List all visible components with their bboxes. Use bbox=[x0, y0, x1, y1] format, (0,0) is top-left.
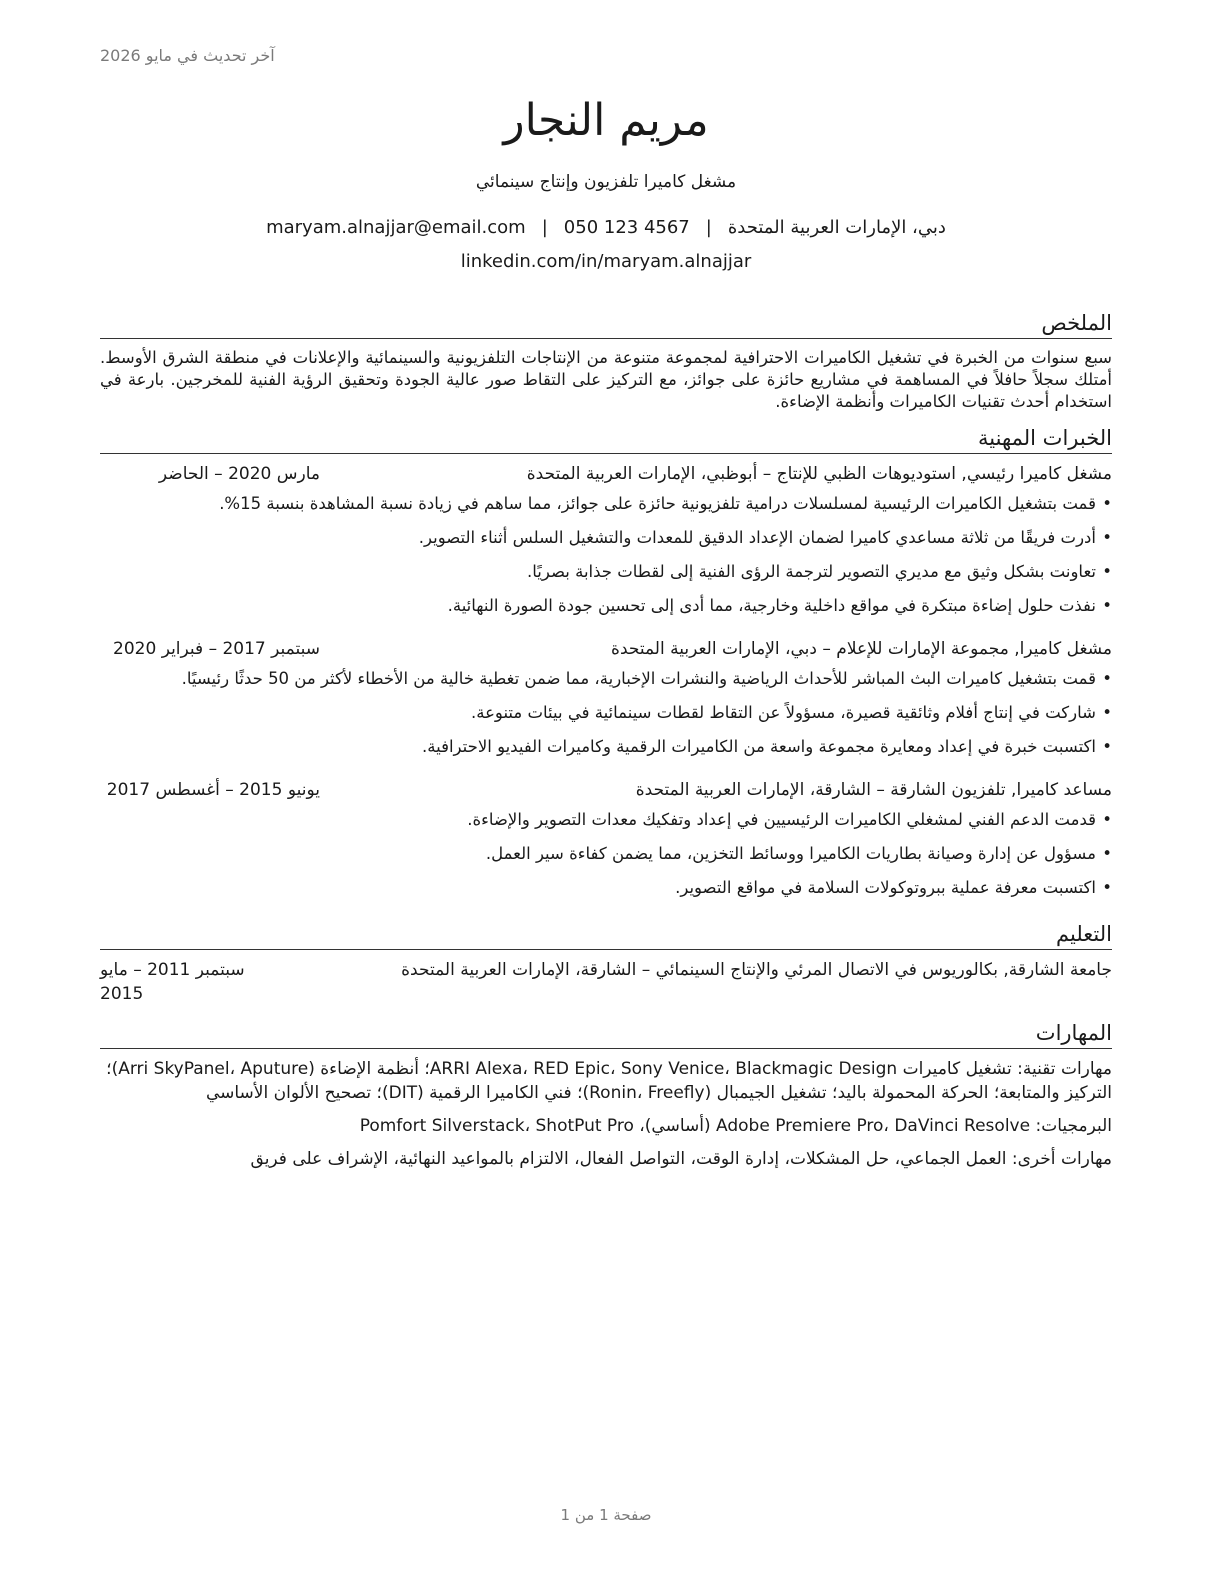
job-role: مشغل كاميرا رئيسي, استوديوهات الظبي للإنتاج – أبوظبي، الإمارات العربية المتحدة bbox=[526, 464, 1112, 484]
job-dates: يونيو 2015 – أغسطس 2017 bbox=[106, 780, 320, 800]
job-bullet: • أدرت فريقًا من ثلاثة مساعدي كاميرا لضمان الإعداد الدقيق للمعدات والتشغيل السلس أثناء التصوير. bbox=[100, 526, 1112, 549]
job-bullet: • مسؤول عن إدارة وصيانة بطاريات الكاميرا ووسائط التخزين، مما يضمن كفاءة سير العمل. bbox=[100, 842, 1112, 865]
resume-page bbox=[100, 0, 1112, 1584]
contact-separator: | bbox=[541, 217, 548, 238]
last-updated-note: آخر تحديث في مايو 2026 bbox=[100, 46, 275, 65]
experience-heading: الخبرات المهنية bbox=[100, 423, 1112, 454]
job-bullets bbox=[100, 667, 1112, 758]
job-header bbox=[100, 462, 1112, 486]
job-entry bbox=[100, 462, 1112, 617]
job-role: مساعد كاميرا, تلفزيون الشارقة – الشارقة، الإمارات العربية المتحدة bbox=[635, 780, 1112, 800]
candidate-title: مشغل كاميرا تلفزيون وإنتاج سينمائي bbox=[475, 172, 737, 192]
job-dates: مارس 2020 – الحاضر bbox=[158, 464, 320, 484]
job-bullet: • نفذت حلول إضاءة مبتكرة في مواقع داخلية وخارجية، مما أدى إلى تحسين جودة الصورة النهائية. bbox=[100, 594, 1112, 617]
job-header bbox=[100, 778, 1112, 802]
page-number: صفحة 1 من 1 bbox=[560, 1506, 652, 1524]
job-bullets bbox=[100, 808, 1112, 899]
contact-location: دبي، الإمارات العربية المتحدة bbox=[727, 217, 946, 238]
job-bullet: • قدمت الدعم الفني لمشغلي الكاميرات الرئيسيين في إعداد وتفكيك معدات التصوير والإضاءة. bbox=[100, 808, 1112, 831]
education-dates: سبتمبر 2011 – مايو 2015 bbox=[100, 960, 245, 1004]
education-school: جامعة الشارقة, بكالوريوس في الاتصال المرئي والإنتاج السينمائي – الشارقة، الإمارات العربية المتحدة bbox=[401, 960, 1112, 980]
job-bullet: • شاركت في إنتاج أفلام وثائقية قصيرة، مسؤولاً عن التقاط لقطات سينمائية في بيئات متنوعة. bbox=[100, 701, 1112, 724]
job-entry bbox=[100, 637, 1112, 758]
contact-email[interactable]: maryam.alnajjar@email.com bbox=[266, 217, 526, 238]
job-bullet: • اكتسبت معرفة عملية ببروتوكولات السلامة في مواقع التصوير. bbox=[100, 876, 1112, 899]
job-bullet: • اكتسبت خبرة في إعداد ومعايرة مجموعة واسعة من الكاميرات الرقمية وكاميرات الفيديو الاحترافية. bbox=[100, 735, 1112, 758]
candidate-name: مريم النجار bbox=[503, 95, 709, 146]
job-dates: سبتمبر 2017 – فبراير 2020 bbox=[113, 639, 320, 659]
job-bullet: • تعاونت بشكل وثيق مع مديري التصوير لترجمة الرؤى الفنية إلى لقطات جذابة بصريًا. bbox=[100, 560, 1112, 583]
contact-info bbox=[100, 215, 1112, 241]
contact-linkedin[interactable]: linkedin.com/in/maryam.alnajjar bbox=[460, 251, 752, 272]
summary-heading: الملخص bbox=[100, 308, 1112, 339]
skills-other: مهارات أخرى: العمل الجماعي، حل المشكلات، إدارة الوقت، التواصل الفعال، الالتزام بالمواعيد النهائية، الإشراف على فريق bbox=[250, 1149, 1112, 1169]
job-bullet: • قمت بتشغيل كاميرات البث المباشر للأحداث الرياضية والنشرات الإخبارية، مما ضمن تغطية خالية من الأخطاء لأكثر من 50 حدثًا رئيسيًا. bbox=[100, 667, 1112, 690]
job-entry bbox=[100, 778, 1112, 899]
job-bullets bbox=[100, 492, 1112, 617]
contact-separator: | bbox=[705, 217, 712, 238]
job-role: مشغل كاميرا, مجموعة الإمارات للإعلام – دبي، الإمارات العربية المتحدة bbox=[611, 639, 1112, 659]
job-bullet: • قمت بتشغيل الكاميرات الرئيسية لمسلسلات درامية تلفزيونية حائزة على جوائز، مما ساهم في زيادة نسبة المشاهدة بنسبة 15%. bbox=[100, 492, 1112, 515]
education-heading: التعليم bbox=[100, 919, 1112, 950]
job-header bbox=[100, 637, 1112, 661]
resume-body bbox=[100, 308, 1112, 1180]
skills-technical: مهارات تقنية: تشغيل كاميرات ARRI Alexa، RED Epic، Sony Venice، Blackmagic Design؛ أنظمة الإضاءة (Arri SkyPanel، Aputure)؛ التركيز والمتابعة؛ الحركة المحمولة باليد؛ تشغيل الجيمبال (Ronin، Freefly)؛ فني الكاميرا الرقمية (DIT)؛ تصحيح الألوان الأساسي bbox=[106, 1059, 1112, 1103]
skills-software: البرمجيات: Adobe Premiere Pro، DaVinci Resolve (أساسي)، Pomfort Silverstack، ShotPut Pro bbox=[359, 1116, 1112, 1136]
contact-phone: 050 123 4567 bbox=[563, 217, 690, 238]
skills-heading: المهارات bbox=[100, 1018, 1112, 1049]
education-entry bbox=[100, 958, 1112, 1006]
summary-text: سبع سنوات من الخبرة في تشغيل الكاميرات الاحترافية لمجموعة متنوعة من الإنتاجات التلفزيونية والسينمائية والإعلانات في منطقة الشرق الأوسط. أمتلك سجلاً حافلاً في المساهمة في مشاريع حائزة على جوائز، مع التركيز على التقاط صور عالية الجودة وتحقيق الرؤية الفنية للمخرجين. بارعة في استخدام أحدث تقنيات الكاميرات وأنظمة الإضاءة. bbox=[100, 348, 1112, 411]
resume-header bbox=[100, 92, 1112, 275]
